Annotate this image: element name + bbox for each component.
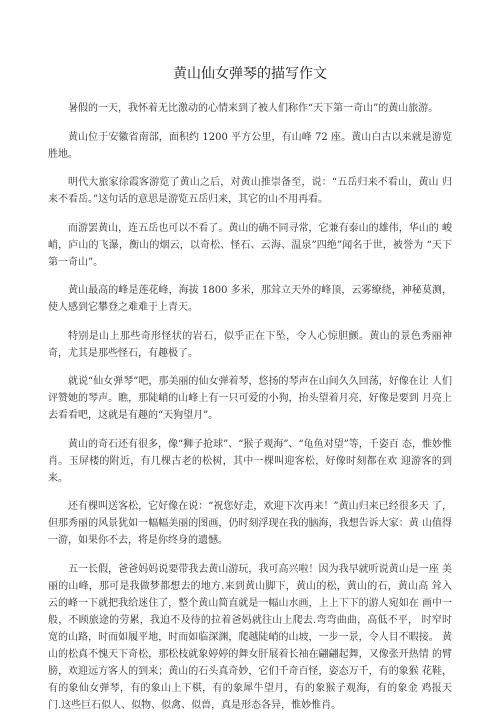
paragraph-8: 黄山的奇石还有很多，像“狮子抢球”、“猴子观海”、“龟鱼对望”等，千姿百 态，惟妙惟肖。玉屏楼的附近，有几棵古老的松树，其中一棵叫迎客松，好像时刻都在欢 迎游客的到来。	[48, 438, 452, 484]
paragraph-9: 还有棵叫送客松，它好像在说：“祝您好走，欢迎下次再来！”黄山归来已经很多天 了，但那秀丽的风景犹如一幅幅美丽的图画，仍时刻浮现在我的脑海，我想告诉大家：黄 山值得一游，如果你不去，将是你终身的遗憾。	[48, 501, 452, 546]
paragraph-6: 特别是山上那些奇形怪状的岩石，似乎正在下坠，令人心惊胆颤。黄山的景色秀丽神 奇，尤其是那些怪石，有趣极了。	[48, 330, 452, 359]
document-title: 黄山仙女弹琴的描写作文	[173, 66, 327, 82]
paragraph-5: 黄山最高的峰是莲花峰，海拔 1800 多米，那耸立天外的峰顶，云雾缭绕，神秘莫测， 使人感到它攀登之难难于上青天。	[48, 285, 452, 313]
paragraph-2: 黄山位于安徽省南部，面积约 1200 平方公里，有山峰 72 座。黄山白古以来就是游览 胜地。	[48, 131, 452, 160]
paragraph-4: 而游罢黄山，连五岳也可以不看了。黄山的确不同寻常，它兼有泰山的雄伟，华山的 峻峭，庐山的飞瀑，衡山的烟云，以奇松、怪石、云海、温泉”四绝”闻名于世，被誉为 “天下第一奇山”。	[48, 222, 452, 268]
paragraph-10: 五一长假，爸爸妈妈说要带我去黄山游玩，我可高兴啦！因为我早就听说黄山是一座 美丽的山峰，那可是我做梦都想去的地方.来到黄山脚下，黄山的松，黄山的石，黄山高 耸入云的峰一下就把我给迷住了，整个黄山简直就是一幅山水画，上上下下的游人宛如在 画中一般，不顾旅途的劳累，我迫不及待的拉着爸妈就往山上爬去.弯弯曲曲，高低不平， 时窄时宽的山路，时而如履平地，时而如临深渊，爬越陡峭的山坡，一步一景，令人目不暇接。 黄山的松真不愧天下奇松，那松枝就象婷婷的舞女肝展着长袖在翩翩起舞，又像张开热情 的臂膀，欢迎远方客人的到来；黄山的石头真奇妙，它们千奇百怪，姿态万千，有的象猴 花鞋，有的象仙女弹琴，有的象山上下棋，有的象犀牛望月，有的象猴子观海，有的象金 鸡报天门.这些巨石似人、似物、似禽、似兽，真是形态各异，惟妙惟肖。	[48, 563, 452, 711]
paragraph-7: 就说“仙女弹琴”吧，那美丽的仙女弹着琴，悠扬的琴声在山间久久回荡，好像在让 人们评赞她的琴声。瞧，那陡峭的山峰上有一只可爱的小狗，抬头望着月亮，好像是要到 月亮上去看看吧，这就是有趣的“天狗望月”。	[48, 376, 452, 421]
document-body	[48, 100, 452, 714]
paragraph-1: 暑假的一天，我怀着无比激动的心情来到了被人们称作“天下第一奇山”的黄山旅游。	[68, 103, 439, 114]
paragraph-3: 明代大旅家徐霞客游览了黄山之后，对黄山推崇备至，说：“五岳归来不看山，黄山 归来不看岳。”这句话的意思是游览五岳归来，其它的山不用再看。	[48, 177, 452, 205]
